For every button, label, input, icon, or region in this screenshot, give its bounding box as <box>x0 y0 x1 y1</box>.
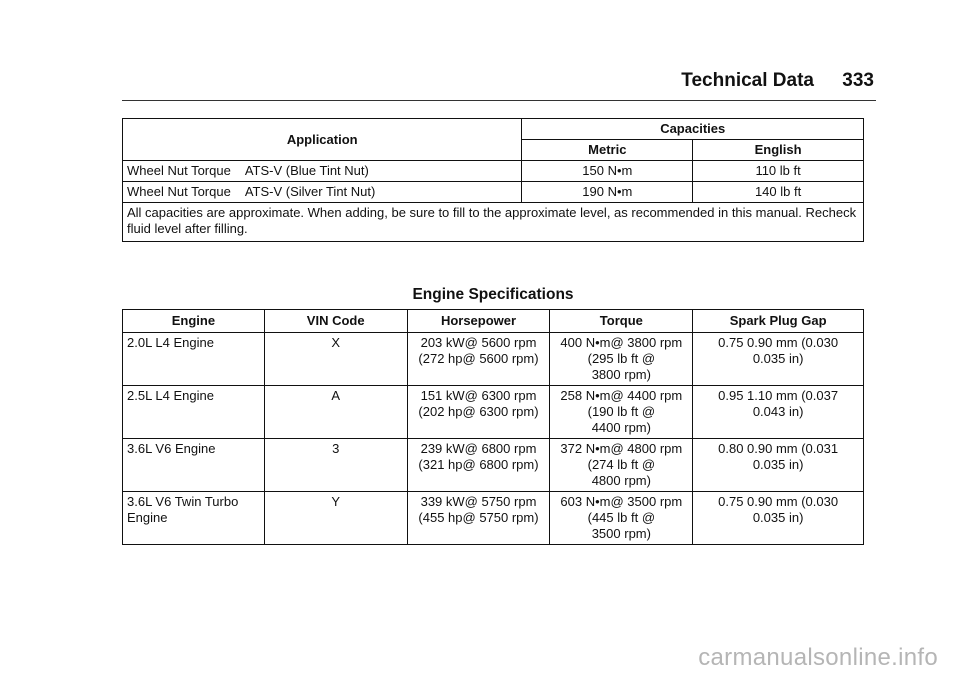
torque-rpm: 4400 rpm) <box>591 420 651 435</box>
engine-name: 3.6L V6 Twin Turbo Engine <box>123 492 265 545</box>
table-row <box>123 333 864 386</box>
torque-rpm: 4800 rpm) <box>591 473 651 488</box>
spark-gap-in: 0.043 in) <box>752 404 804 419</box>
torque-rpm: 3800 rpm) <box>591 367 651 382</box>
torque-lbft: (295 lb ft @ <box>587 351 656 366</box>
spark-gap-cell <box>693 439 864 492</box>
header-metric: Metric <box>522 140 693 161</box>
torque-lbft: (190 lb ft @ <box>587 404 656 419</box>
engine-name: 3.6L V6 Engine <box>123 439 265 492</box>
horsepower-kw: 339 kW@ 5750 rpm <box>420 494 537 509</box>
horsepower-hp: (455 hp@ 5750 rpm) <box>418 510 539 525</box>
spark-gap-mm: 0.75 0.90 mm (0.030 <box>718 494 839 509</box>
header-spark-plug-gap: Spark Plug Gap <box>693 310 864 333</box>
application-cell <box>123 182 522 203</box>
header-torque: Torque <box>550 310 693 333</box>
spark-gap-mm: 0.80 0.90 mm (0.031 <box>718 441 839 456</box>
horsepower-kw: 239 kW@ 6800 rpm <box>420 441 537 456</box>
torque-lbft: (445 lb ft @ <box>587 510 656 525</box>
engine-name: 2.0L L4 Engine <box>123 333 265 386</box>
english-value: 140 lb ft <box>693 182 864 203</box>
header-horsepower: Horsepower <box>407 310 550 333</box>
horsepower-cell <box>407 492 550 545</box>
torque-lbft: (274 lb ft @ <box>587 457 656 472</box>
application-name: Wheel Nut Torque <box>127 163 231 178</box>
vin-code: Y <box>264 492 407 545</box>
torque-cell <box>550 492 693 545</box>
spark-gap-cell <box>693 333 864 386</box>
english-value: 110 lb ft <box>693 161 864 182</box>
spark-gap-cell <box>693 492 864 545</box>
capacities-table <box>122 118 864 242</box>
vin-code: 3 <box>264 439 407 492</box>
horsepower-cell <box>407 439 550 492</box>
table-row <box>123 439 864 492</box>
horsepower-hp: (321 hp@ 6800 rpm) <box>418 457 539 472</box>
application-detail: ATS-V (Silver Tint Nut) <box>244 184 376 199</box>
engine-header-row <box>123 310 864 333</box>
table-row <box>123 386 864 439</box>
horsepower-cell <box>407 386 550 439</box>
application-detail: ATS-V (Blue Tint Nut) <box>244 163 369 178</box>
vin-code: A <box>264 386 407 439</box>
metric-value: 190 N•m <box>522 182 693 203</box>
header-english: English <box>693 140 864 161</box>
page-header <box>122 70 876 101</box>
spark-gap-in: 0.035 in) <box>752 351 804 366</box>
torque-cell <box>550 386 693 439</box>
spark-gap-in: 0.035 in) <box>752 457 804 472</box>
torque-nm: 372 N•m@ 4800 rpm <box>560 441 683 456</box>
application-cell <box>123 161 522 182</box>
table-row <box>123 161 864 182</box>
engine-specs-title: Engine Specifications <box>412 286 574 303</box>
capacities-note: All capacities are approximate. When adding, be sure to fill to the approximate level, as recommended in this manual. Recheck fluid level after filling. <box>123 203 864 242</box>
page-number: 333 <box>842 70 874 91</box>
metric-value: 150 N•m <box>522 161 693 182</box>
torque-nm: 258 N•m@ 4400 rpm <box>560 388 683 403</box>
header-vin-code: VIN Code <box>264 310 407 333</box>
table-row <box>123 182 864 203</box>
capacities-header-row <box>123 119 864 140</box>
torque-cell <box>550 439 693 492</box>
engine-specs-table <box>122 309 864 545</box>
horsepower-hp: (202 hp@ 6300 rpm) <box>418 404 539 419</box>
spark-gap-cell <box>693 386 864 439</box>
header-capacities: Capacities <box>522 119 864 140</box>
vin-code: X <box>264 333 407 386</box>
header-engine: Engine <box>123 310 265 333</box>
torque-cell <box>550 333 693 386</box>
torque-nm: 603 N•m@ 3500 rpm <box>560 494 683 509</box>
header-application: Application <box>123 119 522 161</box>
engine-name: 2.5L L4 Engine <box>123 386 265 439</box>
note-row <box>123 203 864 242</box>
horsepower-cell <box>407 333 550 386</box>
watermark: carmanualsonline.info <box>698 644 938 671</box>
horsepower-kw: 151 kW@ 6300 rpm <box>420 388 537 403</box>
application-name: Wheel Nut Torque <box>127 184 231 199</box>
spark-gap-mm: 0.95 1.10 mm (0.037 <box>718 388 839 403</box>
horsepower-kw: 203 kW@ 5600 rpm <box>420 335 537 350</box>
spark-gap-mm: 0.75 0.90 mm (0.030 <box>718 335 839 350</box>
horsepower-hp: (272 hp@ 5600 rpm) <box>418 351 539 366</box>
section-title: Technical Data <box>681 70 814 91</box>
torque-nm: 400 N•m@ 3800 rpm <box>560 335 683 350</box>
torque-rpm: 3500 rpm) <box>591 526 651 541</box>
table-row <box>123 492 864 545</box>
spark-gap-in: 0.035 in) <box>752 510 804 525</box>
